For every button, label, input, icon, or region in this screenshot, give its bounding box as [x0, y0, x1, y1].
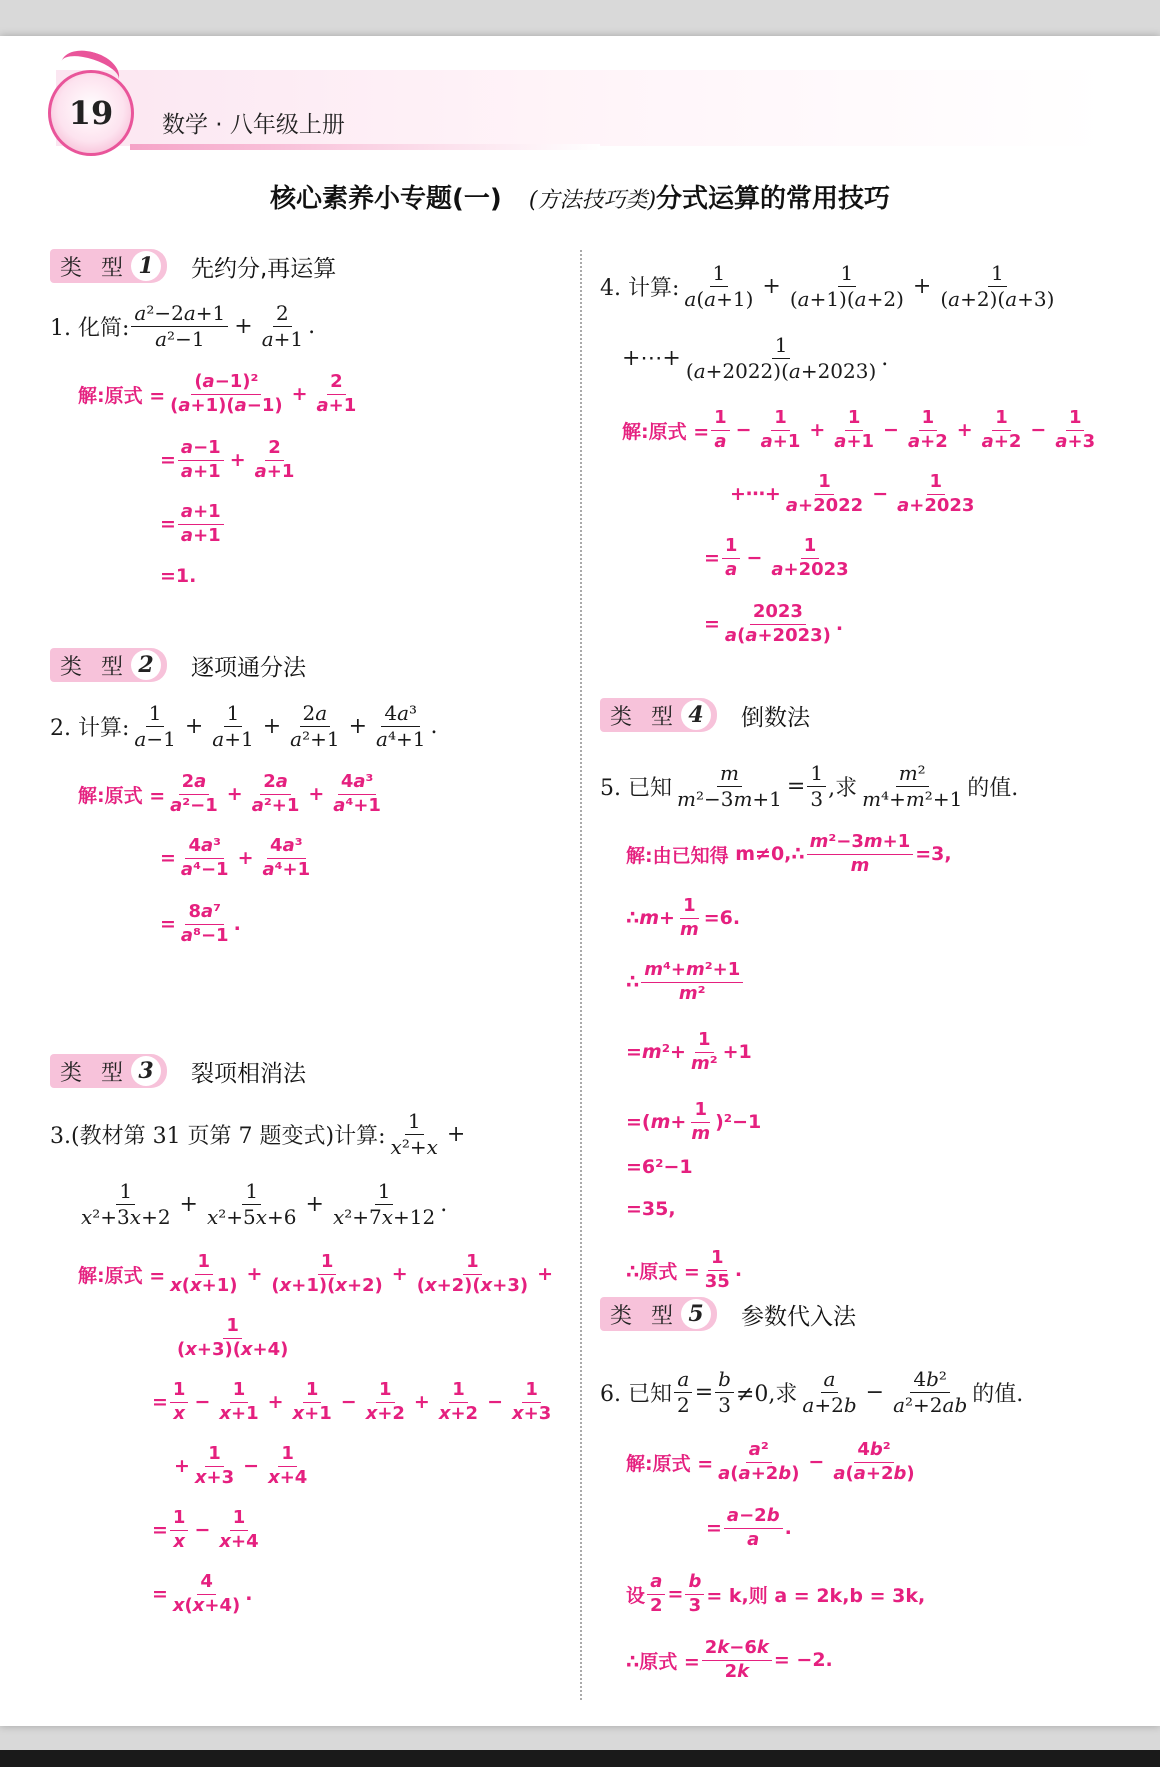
- problem-3-step-2-cont: + $\frac{1}{x+3}$ − $\frac{1}{x+4}$: [174, 1443, 308, 1488]
- title-topic: 分式运算的常用技巧: [656, 184, 891, 214]
- tag-label: 类 型: [610, 704, 679, 730]
- problem-5-step-6: =6²−1: [626, 1156, 693, 1178]
- page-title: [0, 178, 1160, 215]
- book-title: 数学 · 八年级上册: [162, 112, 345, 138]
- problem-2-step-1: 解:原式 = $\frac{2a}{\text{a²−1}}$ + $\frac{2a}{\text{a²+1}}$ + $\frac{\text{4a³}}{\text{a⁴+1}}$: [78, 771, 381, 816]
- problem-5-question: 5. 已知 $\frac{m}{\text{m²−3m+1}}$ = $\frac{1}{3}$ ,求 $\frac{\text{m²}}{\text{m⁴+m²+1}}$ 的值.: [600, 761, 1019, 811]
- section-tag-3: [50, 1053, 306, 1089]
- section-title: 先约分,再运算: [191, 255, 337, 282]
- problem-6-question: 6. 已知 $\frac{a}{2}$ = $\frac{b}{3}$ ≠0,求 $\frac{a}{a+2b}$ − $\frac{\text{4b²}}{\text{a²+2ab}}$ 的值.: [600, 1367, 1024, 1417]
- section-title: 倒数法: [741, 704, 810, 731]
- header-underline: [130, 144, 600, 150]
- page-number-badge: [48, 70, 134, 156]
- problem-5-step-1: 解:由已知得 m≠0,∴ $\frac{\text{m²−3m+1}}{m}$ =3,: [626, 831, 952, 876]
- problem-6-conclusion: ∴原式 = $\frac{2k-6k}{2k}$ = −2.: [626, 1637, 833, 1682]
- title-sub: (方法技巧类): [528, 188, 657, 213]
- section-tag-5: [600, 1296, 856, 1332]
- tag-number: 4: [681, 700, 711, 730]
- problem-3-step-1-cont: $\frac{1}{(x+3)(x+4)}$: [177, 1315, 289, 1360]
- tag-label: 类 型: [60, 1060, 129, 1086]
- problem-3-step-3: = $\frac{1}{x}$ − $\frac{1}{x+4}$: [152, 1507, 259, 1552]
- problem-5-step-7: =35,: [626, 1198, 676, 1220]
- problem-5-step-4: = m ²+ $\frac{1}{\text{m²}}$ +1: [626, 1029, 752, 1074]
- section-tag-1: [50, 248, 336, 284]
- problem-2-question: 2. 计算: $\frac{1}{a-1}$ + $\frac{1}{a+1}$ + $\frac{2a}{\text{a²+1}}$ + $\frac{\text{4a³}}{\text{a⁴+1}}$ .: [50, 701, 438, 751]
- problem-1-step-3: = $\frac{a+1}{a+1}$: [160, 502, 226, 546]
- tag-number: 5: [681, 1299, 711, 1329]
- tag-label: 类 型: [60, 255, 129, 281]
- section-title: 参数代入法: [741, 1303, 856, 1330]
- column-divider: [580, 250, 582, 1700]
- problem-4-step-1-cont: +⋯+ $\frac{1}{a+2022}$ − $\frac{1}{a+2023}$: [730, 471, 975, 516]
- title-main: 核心素养小专题(一): [269, 184, 502, 214]
- problem-5-step-5: =( m + $\frac{1}{m}$ )²−1: [626, 1099, 762, 1144]
- problem-1-question: 1. 化简: $\frac{\text{a²−2a+1}}{\text{a²−1}}$ + $\frac{2}{a+1}$ .: [50, 301, 316, 351]
- problem-6-step-1: 解:原式 = $\frac{\text{a²}}{a(a+2b)}$ − $\frac{\text{4b²}}{a(a+2b)}$: [626, 1439, 915, 1484]
- section-title: 裂项相消法: [191, 1060, 306, 1087]
- problem-5-conclusion: ∴原式 = $\frac{1}{35}$ .: [626, 1247, 743, 1292]
- bottom-bar: [0, 1750, 1160, 1767]
- section-tag-2: [50, 647, 306, 683]
- problem-5-step-2: ∴ m + $\frac{1}{m}$ =6.: [626, 895, 741, 940]
- problem-4-question: 4. 计算: $\frac{1}{a(a+1)}$ + $\frac{1}{(a+1)(a+2)}$ + $\frac{1}{(a+2)(a+3)}$: [600, 261, 1055, 311]
- problem-5-step-3: ∴ $\frac{\text{m⁴+m²+1}}{\text{m²}}$: [626, 960, 745, 1004]
- problem-4-step-1: 解:原式 = $\frac{1}{a}$ − $\frac{1}{a+1}$ + $\frac{1}{a+1}$ − $\frac{1}{a+2}$ + $\frac{1}{a+2}$ − $\frac{1}{a+3}$: [622, 407, 1096, 452]
- problem-4-step-2: = $\frac{1}{a}$ − $\frac{1}{a+2023}$: [704, 535, 849, 580]
- problem-3-question-cont: $\frac{1}{\text{x²+3x+2}}$ + $\frac{1}{\text{x²+5x+6}}$ + $\frac{1}{\text{x²+7x+12}}$ .: [81, 1179, 448, 1229]
- tag-number: 2: [131, 650, 161, 680]
- problem-3-step-1: 解:原式 = $\frac{1}{x(x+1)}$ + $\frac{1}{(x+1)(x+2)}$ + $\frac{1}{(x+2)(x+3)}$ +: [78, 1251, 554, 1296]
- tag-number: 3: [131, 1056, 161, 1086]
- section-tag-4: [600, 697, 810, 733]
- tag-label: 类 型: [610, 1303, 679, 1329]
- problem-6-step-2: = $\frac{a-2b}{a}$ .: [706, 1505, 792, 1550]
- problem-4-step-3: = $\frac{2023}{a(a+2023)}$ .: [704, 601, 844, 646]
- problem-3-question: 3.(教材第 31 页第 7 题变式)计算: $\frac{1}{\text{x²+x}}$ +: [50, 1109, 466, 1159]
- problem-4-question-cont: +⋯+ $\frac{1}{(a+2022)(a+2023)}$ .: [622, 333, 889, 383]
- problem-3-step-2: = $\frac{1}{x}$ − $\frac{1}{x+1}$ + $\frac{1}{x+1}$ − $\frac{1}{x+2}$ + $\frac{1}{x+2}$ − $\frac{1}{x+3}$: [152, 1379, 552, 1424]
- problem-1-step-2: = $\frac{a-1}{a+1}$ + $\frac{2}{a+1}$: [160, 437, 295, 482]
- page-number: 19: [68, 94, 114, 132]
- tag-label: 类 型: [60, 654, 129, 680]
- section-title: 逐项通分法: [191, 654, 306, 681]
- tag-number: 1: [131, 251, 161, 281]
- problem-6-step-3: 设 $\frac{a}{2}$ = $\frac{b}{3}$ = k,则 a = 2k,b = 3k,: [626, 1571, 926, 1616]
- problem-2-step-3: = $\frac{\text{8a⁷}}{\text{a⁸−1}}$ .: [160, 901, 241, 946]
- problem-1-step-1: 解:原式 = $\frac{\text{(a−1)²}}{(a+1)(a-1)}$ + $\frac{2}{a+1}$: [78, 371, 357, 416]
- problem-3-step-4: = $\frac{4}{x(x+4)}$ .: [152, 1571, 253, 1616]
- problem-1-step-4: =1.: [160, 565, 197, 587]
- problem-2-step-2: = $\frac{\text{4a³}}{\text{a⁴−1}}$ + $\frac{\text{4a³}}{\text{a⁴+1}}$: [160, 835, 311, 880]
